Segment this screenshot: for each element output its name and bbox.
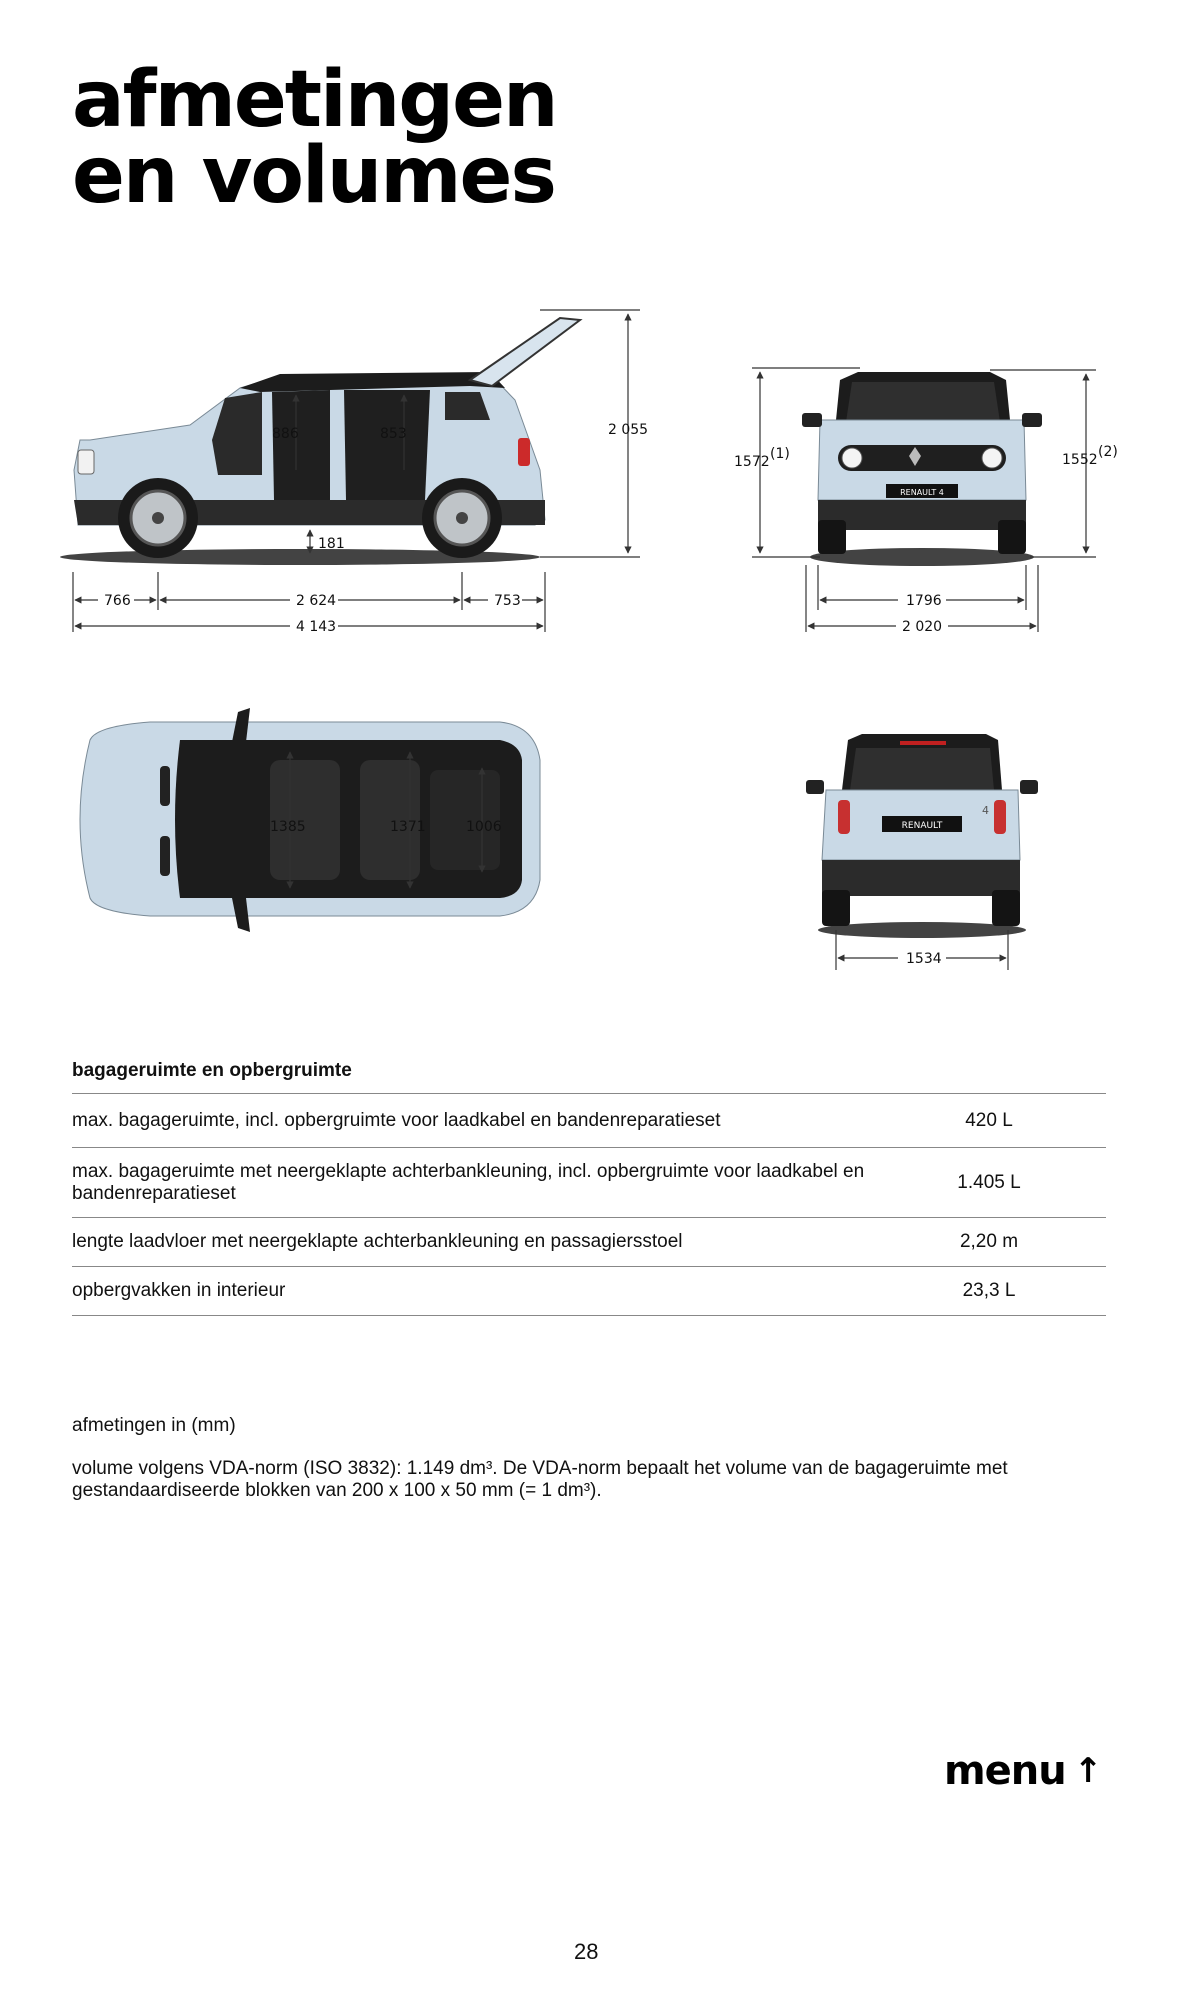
- rear-emblem: 4: [982, 804, 989, 817]
- dim-1006: 1006: [466, 819, 502, 835]
- dim-2055: 2 055: [608, 422, 649, 438]
- page-title-line-2: en volumes: [72, 131, 555, 221]
- spec-label: opbergvakken in interieur: [72, 1280, 286, 1301]
- table-row: [72, 1148, 1106, 1218]
- spec-value: 420 L: [965, 1109, 1013, 1131]
- spec-value: 23,3 L: [962, 1280, 1016, 1301]
- spec-label: max. bagageruimte met neergeklapte achterbankleuning, incl. opbergruimte voor laadkabel en bandenreparatieset: [72, 1160, 865, 1204]
- front-view-car: [802, 372, 1042, 566]
- specs-heading: bagageruimte en opbergruimte: [72, 1060, 352, 1081]
- menu-label[interactable]: menu: [944, 1748, 1066, 1794]
- menu-link[interactable]: [944, 1748, 1101, 1794]
- vda-note: volume volgens VDA-norm (ISO 3832): 1.149 dm³. De VDA-norm bepaalt het volume van de bagageruimte met gestandaardiseerde blokken van 200 x 100 x 50 mm (= 1 dm³).: [72, 1458, 1008, 1501]
- units-note: afmetingen in (mm): [72, 1415, 236, 1436]
- dim-886: 886: [272, 426, 299, 442]
- dim-1552: 1552: [1062, 452, 1098, 468]
- dim-4143: 4 143: [296, 619, 337, 635]
- dim-181: 181: [318, 536, 345, 552]
- dim-1572-note: (1): [770, 446, 790, 462]
- side-view-car: [60, 318, 580, 565]
- dim-2020: 2 020: [902, 619, 943, 635]
- table-row: [72, 1218, 1106, 1267]
- arrow-up-icon[interactable]: ↑: [1073, 1751, 1102, 1791]
- dim-753: 753: [494, 593, 521, 609]
- dim-853: 853: [380, 426, 407, 442]
- table-row: [72, 1267, 1106, 1316]
- rear-view-car: [806, 734, 1038, 938]
- dim-1796: 1796: [906, 593, 942, 609]
- front-badge: RENAULT 4: [900, 488, 944, 497]
- dim-1371: 1371: [390, 819, 426, 835]
- spec-label: lengte laadvloer met neergeklapte achterbankleuning en passagiersstoel: [72, 1231, 683, 1252]
- table-row: [72, 1094, 1106, 1148]
- rear-badge: RENAULT: [901, 821, 943, 831]
- dim-1534: 1534: [906, 951, 942, 967]
- dim-1385: 1385: [270, 819, 306, 835]
- dim-766: 766: [104, 593, 131, 609]
- page-title-line-1: afmetingen: [72, 55, 557, 145]
- specs-table: [72, 1093, 1106, 1316]
- spec-value: 1.405 L: [957, 1171, 1021, 1193]
- dim-1552-note: (2): [1098, 444, 1118, 460]
- dim-2624: 2 624: [296, 593, 337, 609]
- spec-label: max. bagageruimte, incl. opbergruimte voor laadkabel en bandenreparatieset: [72, 1109, 721, 1131]
- page-number: 28: [574, 1939, 599, 1964]
- dim-1572: 1572: [734, 454, 770, 470]
- spec-value: 2,20 m: [959, 1231, 1019, 1252]
